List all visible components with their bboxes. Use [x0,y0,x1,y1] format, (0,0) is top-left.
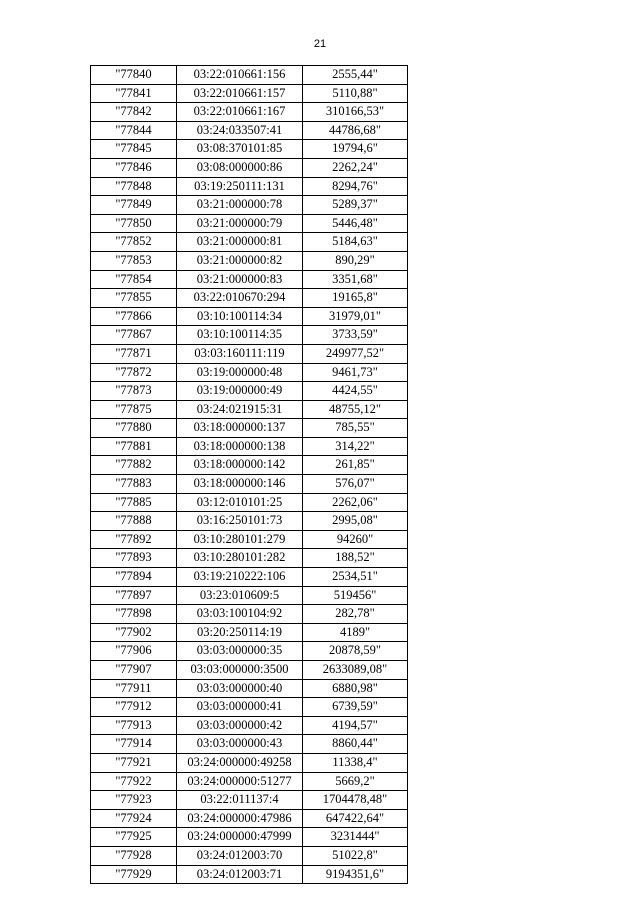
table-row [91,568,408,587]
table-row [91,791,408,810]
table-row [91,493,408,512]
record-id-cell: "77882 [91,456,177,475]
cadastral-number-cell: 03:21:000000:83 [177,270,303,289]
value-cell: 5289,37" [303,196,408,215]
table-row [91,419,408,438]
value-cell: 310166,53" [303,103,408,122]
cadastral-number-cell: 03:12:010101:25 [177,493,303,512]
cadastral-number-cell: 03:21:000000:78 [177,196,303,215]
cadastral-number-cell: 03:03:160111:119 [177,344,303,363]
table-row [91,642,408,661]
record-id-cell: "77841 [91,84,177,103]
value-cell: 31979,01" [303,307,408,326]
record-id-cell: "77885 [91,493,177,512]
value-cell: 19165,8" [303,289,408,308]
record-id-cell: "77898 [91,605,177,624]
cadastral-number-cell: 03:24:000000:49258 [177,753,303,772]
cadastral-number-cell: 03:19:210222:106 [177,568,303,587]
cadastral-number-cell: 03:23:010609:5 [177,586,303,605]
value-cell: 4189" [303,623,408,642]
table-row [91,772,408,791]
record-id-cell: "77888 [91,512,177,531]
table-row [91,344,408,363]
record-id-cell: "77892 [91,530,177,549]
cadastral-number-cell: 03:24:000000:47986 [177,809,303,828]
cadastral-number-cell: 03:20:250114:19 [177,623,303,642]
value-cell: 94260" [303,530,408,549]
cadastral-number-cell: 03:10:280101:279 [177,530,303,549]
record-id-cell: "77929 [91,865,177,884]
table-row [91,140,408,159]
table-body [91,66,408,884]
cadastral-number-cell: 03:08:000000:86 [177,158,303,177]
table-row [91,382,408,401]
cadastral-number-cell: 03:10:100114:34 [177,307,303,326]
table-row [91,456,408,475]
table-row [91,270,408,289]
value-cell: 11338,4" [303,753,408,772]
table-row [91,121,408,140]
value-cell: 576,07" [303,475,408,494]
table-row [91,698,408,717]
record-id-cell: "77921 [91,753,177,772]
record-id-cell: "77922 [91,772,177,791]
table-row [91,437,408,456]
record-id-cell: "77911 [91,679,177,698]
record-id-cell: "77845 [91,140,177,159]
table-row [91,586,408,605]
record-id-cell: "77912 [91,698,177,717]
record-id-cell: "77871 [91,344,177,363]
value-cell: 5110,88" [303,84,408,103]
data-table [90,65,408,884]
cadastral-number-cell: 03:16:250101:73 [177,512,303,531]
table-row [91,326,408,345]
record-id-cell: "77881 [91,437,177,456]
table-row [91,661,408,680]
table-row [91,679,408,698]
cadastral-number-cell: 03:22:010670:294 [177,289,303,308]
table-row [91,865,408,884]
record-id-cell: "77848 [91,177,177,196]
table-row [91,177,408,196]
value-cell: 2262,06" [303,493,408,512]
record-id-cell: "77880 [91,419,177,438]
cadastral-number-cell: 03:22:010661:157 [177,84,303,103]
table-row [91,605,408,624]
cadastral-number-cell: 03:03:000000:40 [177,679,303,698]
value-cell: 5446,48" [303,214,408,233]
table-row [91,753,408,772]
cadastral-number-cell: 03:08:370101:85 [177,140,303,159]
table-row [91,475,408,494]
record-id-cell: "77873 [91,382,177,401]
table-row [91,512,408,531]
table-row [91,549,408,568]
table-row [91,233,408,252]
cadastral-number-cell: 03:22:010661:167 [177,103,303,122]
table-row [91,809,408,828]
cadastral-number-cell: 03:24:000000:47999 [177,828,303,847]
table-row [91,196,408,215]
table-row [91,363,408,382]
cadastral-number-cell: 03:24:000000:51277 [177,772,303,791]
value-cell: 9194351,6" [303,865,408,884]
value-cell: 188,52" [303,549,408,568]
table-row [91,400,408,419]
value-cell: 785,55" [303,419,408,438]
value-cell: 890,29" [303,251,408,270]
cadastral-number-cell: 03:18:000000:138 [177,437,303,456]
value-cell: 261,85" [303,456,408,475]
value-cell: 2555,44" [303,66,408,85]
cadastral-number-cell: 03:03:000000:35 [177,642,303,661]
record-id-cell: "77853 [91,251,177,270]
value-cell: 3351,68" [303,270,408,289]
cadastral-number-cell: 03:24:033507:41 [177,121,303,140]
value-cell: 4194,57" [303,716,408,735]
record-id-cell: "77906 [91,642,177,661]
value-cell: 19794,6" [303,140,408,159]
record-id-cell: "77923 [91,791,177,810]
table-row [91,289,408,308]
record-id-cell: "77907 [91,661,177,680]
record-id-cell: "77872 [91,363,177,382]
record-id-cell: "77928 [91,846,177,865]
value-cell: 4424,55" [303,382,408,401]
cadastral-number-cell: 03:19:000000:48 [177,363,303,382]
table-row [91,84,408,103]
value-cell: 51022,8" [303,846,408,865]
value-cell: 44786,68" [303,121,408,140]
cadastral-number-cell: 03:10:100114:35 [177,326,303,345]
record-id-cell: "77844 [91,121,177,140]
table-row [91,251,408,270]
value-cell: 5184,63" [303,233,408,252]
value-cell: 3733,59" [303,326,408,345]
table-row [91,307,408,326]
table-row [91,66,408,85]
value-cell: 282,78" [303,605,408,624]
value-cell: 249977,52" [303,344,408,363]
value-cell: 48755,12" [303,400,408,419]
cadastral-number-cell: 03:22:010661:156 [177,66,303,85]
value-cell: 2534,51" [303,568,408,587]
record-id-cell: "77897 [91,586,177,605]
record-id-cell: "77852 [91,233,177,252]
value-cell: 2633089,08" [303,661,408,680]
record-id-cell: "77924 [91,809,177,828]
value-cell: 9461,73" [303,363,408,382]
cadastral-number-cell: 03:24:012003:71 [177,865,303,884]
record-id-cell: "77893 [91,549,177,568]
record-id-cell: "77840 [91,66,177,85]
value-cell: 2262,24" [303,158,408,177]
cadastral-number-cell: 03:03:000000:43 [177,735,303,754]
cadastral-number-cell: 03:24:021915:31 [177,400,303,419]
record-id-cell: "77854 [91,270,177,289]
cadastral-number-cell: 03:03:000000:3500 [177,661,303,680]
value-cell: 6739,59" [303,698,408,717]
record-id-cell: "77914 [91,735,177,754]
cadastral-number-cell: 03:21:000000:81 [177,233,303,252]
cadastral-number-cell: 03:21:000000:79 [177,214,303,233]
table-row [91,846,408,865]
record-id-cell: "77902 [91,623,177,642]
table-row [91,214,408,233]
record-id-cell: "77866 [91,307,177,326]
value-cell: 3231444" [303,828,408,847]
value-cell: 1704478,48" [303,791,408,810]
cadastral-number-cell: 03:18:000000:137 [177,419,303,438]
value-cell: 5669,2" [303,772,408,791]
table-row [91,828,408,847]
cadastral-number-cell: 03:22:011137:4 [177,791,303,810]
record-id-cell: "77883 [91,475,177,494]
value-cell: 2995,08" [303,512,408,531]
table-row [91,716,408,735]
value-cell: 8294,76" [303,177,408,196]
cadastral-number-cell: 03:19:250111:131 [177,177,303,196]
cadastral-number-cell: 03:10:280101:282 [177,549,303,568]
record-id-cell: "77867 [91,326,177,345]
table-row [91,735,408,754]
value-cell: 647422,64" [303,809,408,828]
value-cell: 314,22" [303,437,408,456]
cadastral-number-cell: 03:03:000000:42 [177,716,303,735]
cadastral-number-cell: 03:21:000000:82 [177,251,303,270]
value-cell: 8860,44" [303,735,408,754]
cadastral-number-cell: 03:18:000000:146 [177,475,303,494]
record-id-cell: "77855 [91,289,177,308]
cadastral-number-cell: 03:24:012003:70 [177,846,303,865]
cadastral-number-cell: 03:03:100104:92 [177,605,303,624]
record-id-cell: "77875 [91,400,177,419]
table-row [91,530,408,549]
record-id-cell: "77846 [91,158,177,177]
cadastral-number-cell: 03:18:000000:142 [177,456,303,475]
record-id-cell: "77842 [91,103,177,122]
record-id-cell: "77894 [91,568,177,587]
cadastral-number-cell: 03:03:000000:41 [177,698,303,717]
page-number: 21 [313,38,327,50]
record-id-cell: "77913 [91,716,177,735]
value-cell: 20878,59" [303,642,408,661]
table-row [91,158,408,177]
record-id-cell: "77850 [91,214,177,233]
value-cell: 6880,98" [303,679,408,698]
table-row [91,623,408,642]
record-id-cell: "77849 [91,196,177,215]
cadastral-number-cell: 03:19:000000:49 [177,382,303,401]
record-id-cell: "77925 [91,828,177,847]
value-cell: 519456" [303,586,408,605]
table-row [91,103,408,122]
